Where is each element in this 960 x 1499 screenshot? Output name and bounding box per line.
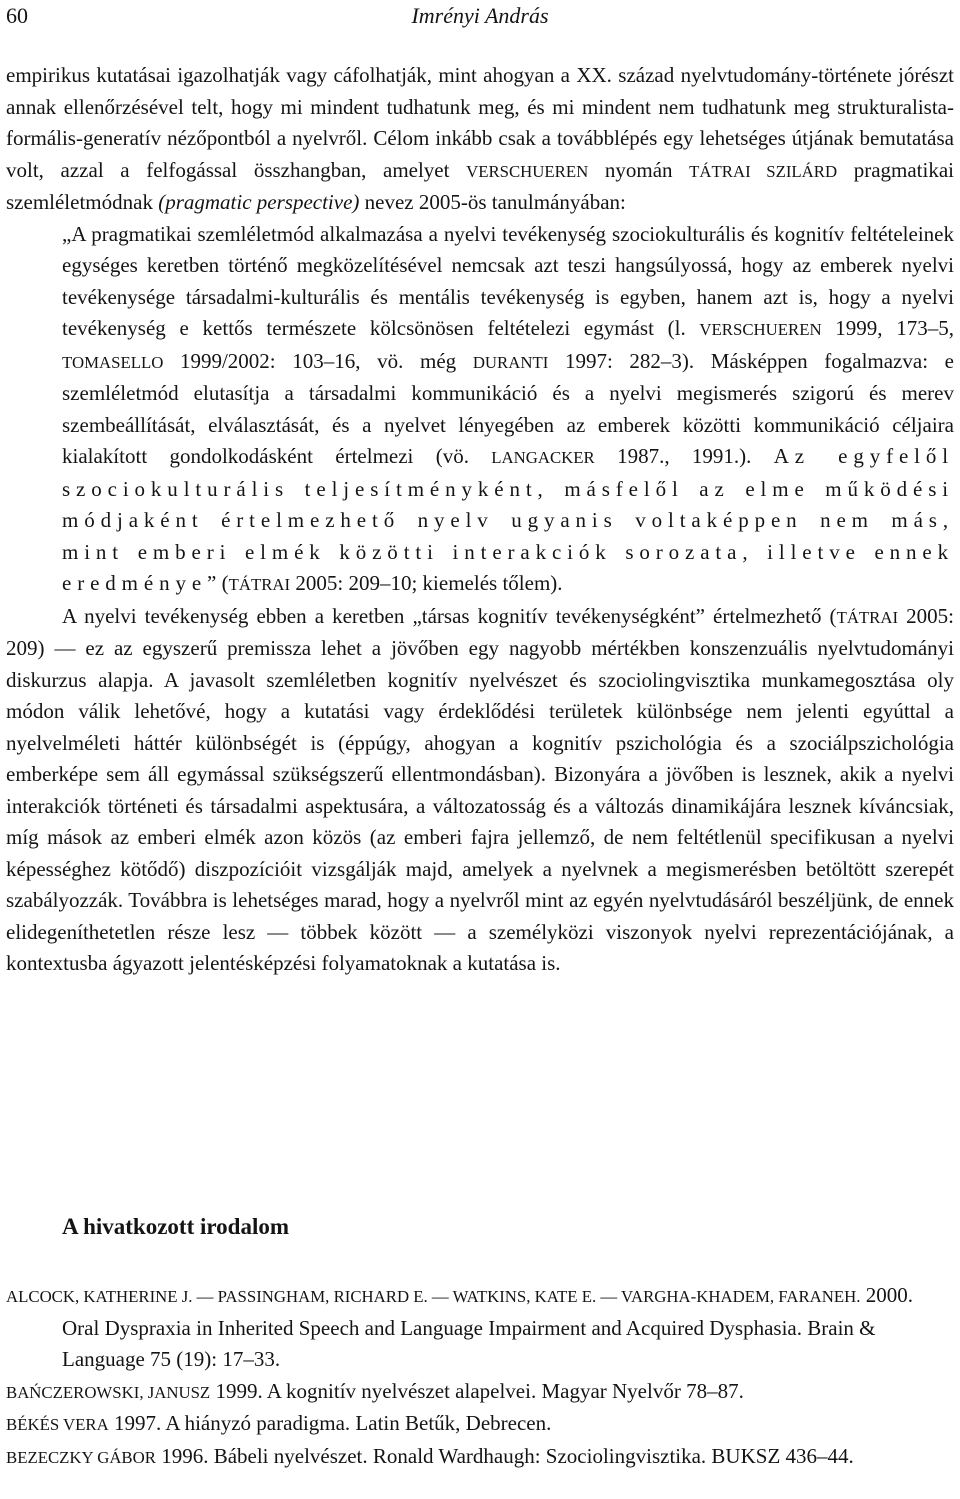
reference-list xyxy=(6,1280,954,1473)
text-run: 1987., 1991.). xyxy=(594,444,774,468)
text-run: 2005: 209) — ez az egyszerű premissza lehet a jövőben egy nagyobb mértékben konszenzuális nyelvtudományi diskurzus alapja. A javasolt szemléletben kognitív nyelvészet és szociolingvisztika munkamegosztása oly módon válik lehetővé, hogy a kutatási vagy érdeklődési területek különbsége nem jelenti egyúttal a nyelvelméleti háttér különbségét is (éppúgy, ahogyan a kognitív pszichológia és a szociálpszichológia emberképe sem áll egymással szükségszerű ellentmondásban). Bizonyára a jövőben is lesznek, akik a nyelvi interakciók történeti és társadalmi aspektusára, a változatosság és a változás dinamikájára lesznek kíváncsiak, míg mások az emberi elmék azon közös (az emberi fajra jellemző, de nem feltétlenül specifikusan a nyelvi képességhez kötődő) diszpozícióit vizsgálják majd, amelyek a nyelvnek a megismerésben betöltött szerepét szabályozzák. Továbbra is lehetséges marad, hogy a nyelvről mint az egyén nyelvtudásáról beszéljünk, de ennek elidegeníthetetlen része lesz — többek között — a személyközi viszonyok nyelvi reprezentációjának, a kontextusba ágyazott jelentésképzési folyamatoknak a kutatása is. xyxy=(6,603,954,975)
author-name: DURANTI xyxy=(472,352,549,372)
reference-entry xyxy=(6,1376,954,1409)
reference-entry xyxy=(6,1441,954,1474)
author-name: VERSCHUEREN xyxy=(466,161,589,181)
text-run: 1999, 173–5, xyxy=(821,316,954,340)
author-name: TÁTRAI xyxy=(228,575,291,594)
text-run: nevez 2005-ös tanulmányában: xyxy=(359,190,626,214)
running-head: Imrényi András xyxy=(411,3,549,28)
text-run: pragmatikai szemléletmódnak xyxy=(6,157,955,214)
text-run: 1997: 282–3). Másképpen fogalmazva: e szemléletmód elutasítja a társadalmi kommunikáció és a nyelvi megismerés szigorú és merev szembeállítását, elválasztását, és a nyelvet lényegében az emberek közötti kommunikáció céljaira kialakított gondolkodásként értelmezi (vö. xyxy=(62,348,954,468)
page-number: 60 xyxy=(6,3,28,28)
text-run: A nyelvi tevékenység ebben a keretben „társas kognitív tevékenységként” értelmezhető ( xyxy=(62,603,837,628)
reference-details: 1997. A hiányzó paradigma. Latin Betűk, Debrecen. xyxy=(108,1411,552,1435)
reference-entry xyxy=(6,1280,954,1376)
text-run: empirikus kutatásai igazolhatják vagy cáfolhatják, mint ahogyan a XX. század nyelvtudomány-története jórészt annak ellenőrzésével telt, hogy mi mindent tudhatunk meg, és mi mindent nem tudhatunk meg strukturalista-formális-generatív nézőpontból a nyelvről. Célom inkább csak a továbblépés egy lehetséges útjának bemutatása volt, azzal a felfogással összhangban, amelyet xyxy=(6,63,954,182)
text-run: „A pragmatikai szemléletmód alkalmazása a nyelvi tevékenység szociokulturális és kognitív feltételeinek egységes keretben történő megközelítésével nemcsak azt teszi hangsúlyossá, hogy az emberek nyelvi tevékenysége társadalmi-kulturális és mentális tevékenység is egyben, hanem azt is, hogy a nyelvi tevékenység e kettős természete kölcsönösen feltételezi egymást (l. xyxy=(62,221,954,340)
author-name: TÁTRAI SZILÁRD xyxy=(689,161,838,181)
reference-entry xyxy=(6,1408,954,1441)
text-run: 1999/2002: 103–16, vö. még xyxy=(163,348,473,373)
body-text xyxy=(6,60,954,980)
paragraph xyxy=(6,60,954,219)
italic-term: (pragmatic perspective) xyxy=(158,190,360,214)
text-run: ” ( xyxy=(207,571,229,595)
text-run: nyomán xyxy=(588,157,690,182)
text-run: 2005: 209–10; kiemelés tőlem). xyxy=(290,571,563,595)
author-name: LANGACKER xyxy=(491,448,595,467)
reference-authors: ALCOCK, KATHERINE J. — PASSINGHAM, RICHARD E. — WATKINS, KATE E. — VARGHA-KHADEM, FARANEH. xyxy=(6,1287,861,1306)
author-name: TOMASELLO xyxy=(62,352,164,372)
emphasized-text: Az egyfelől szociokulturális teljesítményként, másfelől az elme működési módjaként értelmezhető nyelv ugyanis voltaképpen nem más, mint emberi elmék közötti interakciók sorozata, illetve ennek eredménye xyxy=(62,444,954,595)
page-header xyxy=(6,2,954,32)
paragraph xyxy=(6,601,954,980)
block-quote xyxy=(62,219,954,601)
reference-details: 2000. Oral Dyspraxia in Inherited Speech and Language Impairment and Acquired Dysphasia. Brain & Language 75 (19): 17–33. xyxy=(62,1283,913,1371)
reference-details: 1996. Bábeli nyelvészet. Ronald Wardhaugh: Szociolingvisztika. BUKSZ 436–44. xyxy=(155,1443,854,1468)
reference-details: 1999. A kognitív nyelvészet alapelvei. Magyar Nyelvőr 78–87. xyxy=(210,1378,744,1403)
author-name: TÁTRAI xyxy=(836,607,899,627)
author-name: VERSCHUEREN xyxy=(699,320,822,339)
reference-authors: BÉKÉS VERA xyxy=(6,1415,109,1434)
reference-authors: BAŃCZEROWSKI, JANUSZ xyxy=(6,1382,211,1402)
reference-authors: BEZECZKY GÁBOR xyxy=(6,1447,156,1467)
references-heading: A hivatkozott irodalom xyxy=(62,1214,290,1239)
